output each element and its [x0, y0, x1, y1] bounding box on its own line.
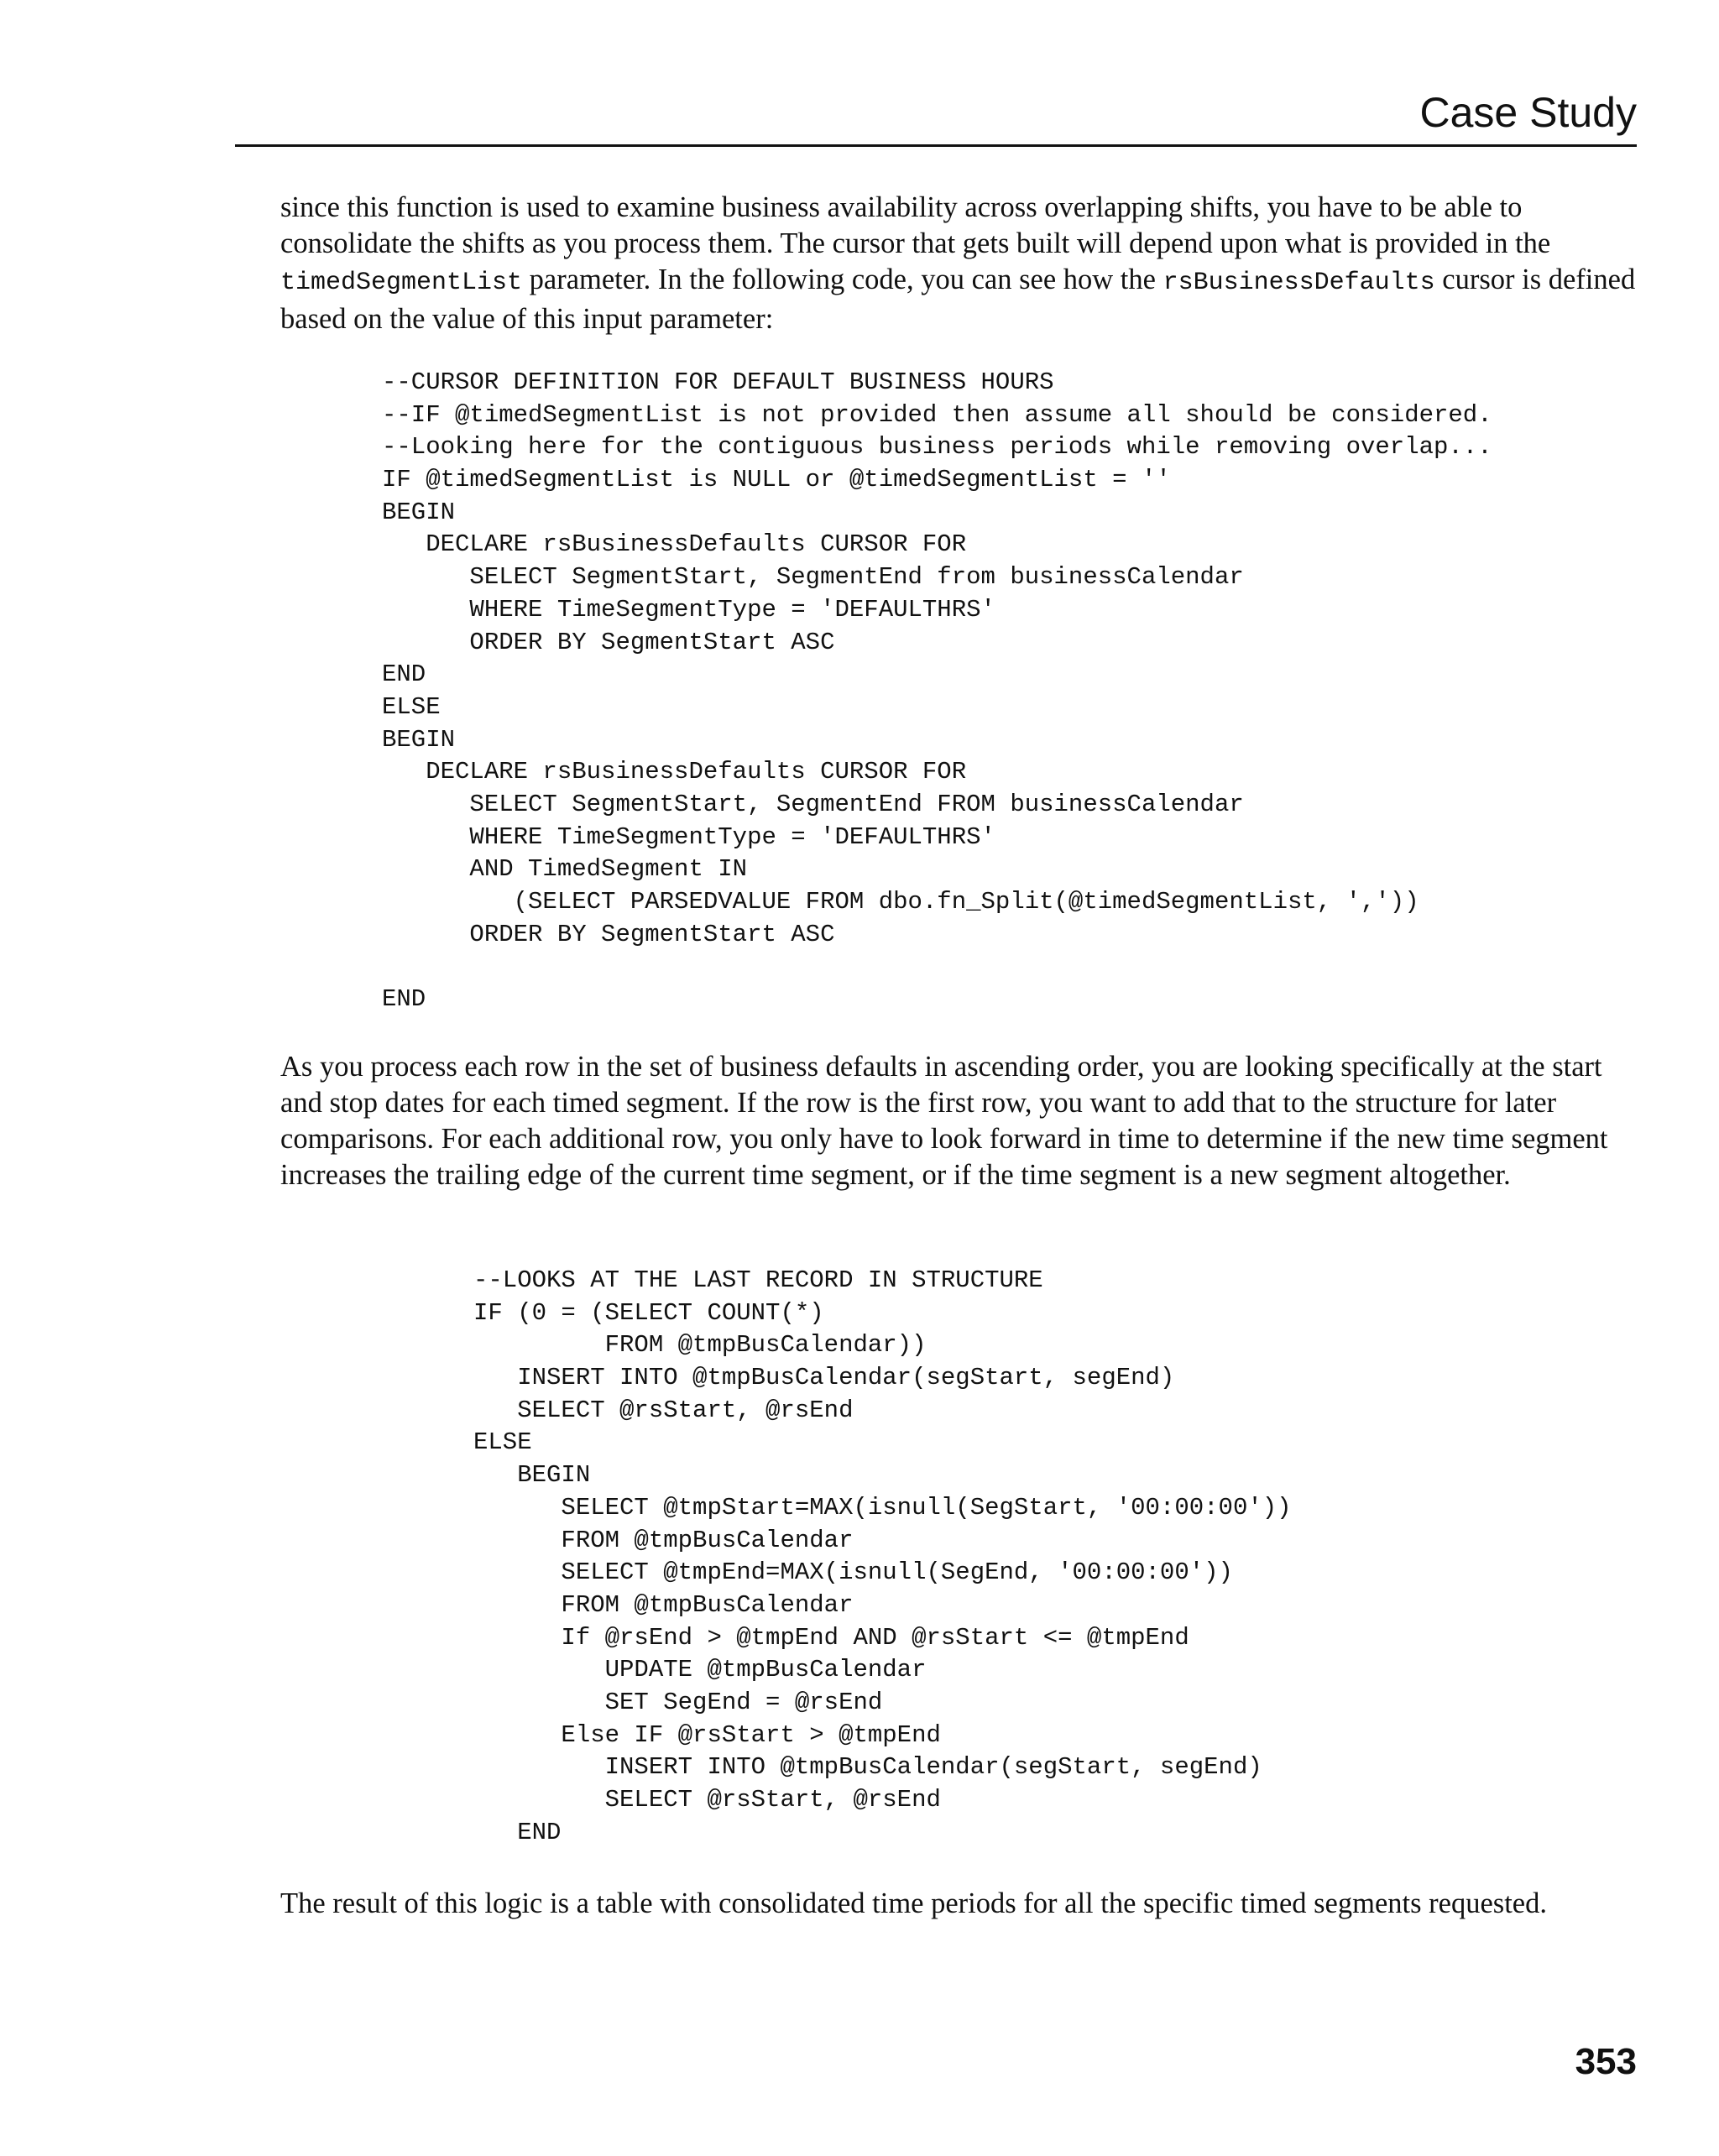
code-line: INSERT INTO @tmpBusCalendar(segStart, segEnd) — [473, 1753, 1262, 1782]
code-line: --LOOKS AT THE LAST RECORD IN STRUCTURE — [473, 1266, 1043, 1294]
page-number: 353 — [1575, 2041, 1637, 2082]
code-line: AND TimedSegment IN — [382, 855, 748, 884]
code-line: SET SegEnd = @rsEnd — [473, 1688, 883, 1716]
code-block-structure-logic — [473, 1265, 1292, 1849]
code-line: BEGIN — [382, 725, 456, 754]
code-line: FROM @tmpBusCalendar)) — [473, 1331, 927, 1360]
code-line: --IF @timedSegmentList is not provided then assume all should be considered. — [382, 400, 1492, 429]
paragraph-text: cursor is defined based on the value of this input parameter: — [280, 264, 1636, 335]
code-line: ELSE — [473, 1428, 532, 1457]
code-line: WHERE TimeSegmentType = 'DEFAULTHRS' — [382, 595, 995, 624]
code-line: (SELECT PARSEDVALUE FROM dbo.fn_Split(@timedSegmentList, ',')) — [382, 888, 1419, 916]
code-line: FROM @tmpBusCalendar — [473, 1526, 854, 1554]
code-line: END — [473, 1818, 562, 1846]
code-line: DECLARE rsBusinessDefaults CURSOR FOR — [382, 758, 967, 786]
paragraph-text: since this function is used to examine business availability across overlapping shifts, you have to be able to consolidate the shifts as you process them. The cursor that gets built will depend upon what is provided in the — [280, 191, 1551, 259]
inline-code-timed-segment-list: timedSegmentList — [280, 269, 523, 297]
code-line: END — [382, 985, 426, 1014]
code-line: SELECT @rsStart, @rsEnd — [473, 1396, 854, 1424]
code-block-cursor-definition — [382, 367, 1492, 1016]
code-line: SELECT @rsStart, @rsEnd — [473, 1786, 941, 1814]
code-line: --Looking here for the contiguous business periods while removing overlap... — [382, 433, 1492, 462]
inline-code-rs-business-defaults: rsBusinessDefaults — [1163, 269, 1435, 297]
running-head — [235, 87, 1637, 147]
paragraph-processing: As you process each row in the set of business defaults in ascending order, you are looking specifically at the start and stop dates for each timed segment. If the row is the first row, you want to add that to the structure for later comparisons. For each additional row, you only have to look forward in time to determine if the new time segment increases the trailing edge of the current time segment, or if the time segment is a new segment altogether. — [280, 1051, 1608, 1191]
code-line: IF @timedSegmentList is NULL or @timedSegmentList = '' — [382, 466, 1171, 494]
paragraph-intro — [280, 190, 1640, 337]
code-line: SELECT @tmpStart=MAX(isnull(SegStart, '00:00:00')) — [473, 1493, 1292, 1522]
code-line: --CURSOR DEFINITION FOR DEFAULT BUSINESS HOURS — [382, 368, 1054, 396]
code-line: If @rsEnd > @tmpEnd AND @rsStart <= @tmpEnd — [473, 1623, 1189, 1652]
paragraph-text: parameter. In the following code, you can see how the — [522, 264, 1163, 295]
code-line: DECLARE rsBusinessDefaults CURSOR FOR — [382, 530, 967, 559]
code-line: INSERT INTO @tmpBusCalendar(segStart, segEnd) — [473, 1364, 1175, 1392]
paragraph-result: The result of this logic is a table with consolidated time periods for all the specific timed segments requested. — [280, 1887, 1547, 1919]
code-line: END — [382, 660, 426, 689]
code-line: ELSE — [382, 692, 441, 721]
code-line: WHERE TimeSegmentType = 'DEFAULTHRS' — [382, 822, 995, 851]
code-line: SELECT SegmentStart, SegmentEnd from businessCalendar — [382, 563, 1244, 592]
code-line: SELECT @tmpEnd=MAX(isnull(SegEnd, '00:00:00')) — [473, 1558, 1233, 1587]
code-line: FROM @tmpBusCalendar — [473, 1590, 854, 1619]
code-line-blank — [382, 951, 1492, 984]
code-line: BEGIN — [382, 498, 456, 526]
code-line: ORDER BY SegmentStart ASC — [382, 920, 835, 948]
code-line: BEGIN — [473, 1461, 591, 1490]
code-line: ORDER BY SegmentStart ASC — [382, 628, 835, 656]
chapter-title: Case Study — [1419, 89, 1637, 136]
code-line: SELECT SegmentStart, SegmentEnd FROM businessCalendar — [382, 790, 1244, 818]
code-line: IF (0 = (SELECT COUNT(*) — [473, 1298, 824, 1327]
code-line: UPDATE @tmpBusCalendar — [473, 1656, 927, 1684]
code-line: Else IF @rsStart > @tmpEnd — [473, 1720, 941, 1749]
